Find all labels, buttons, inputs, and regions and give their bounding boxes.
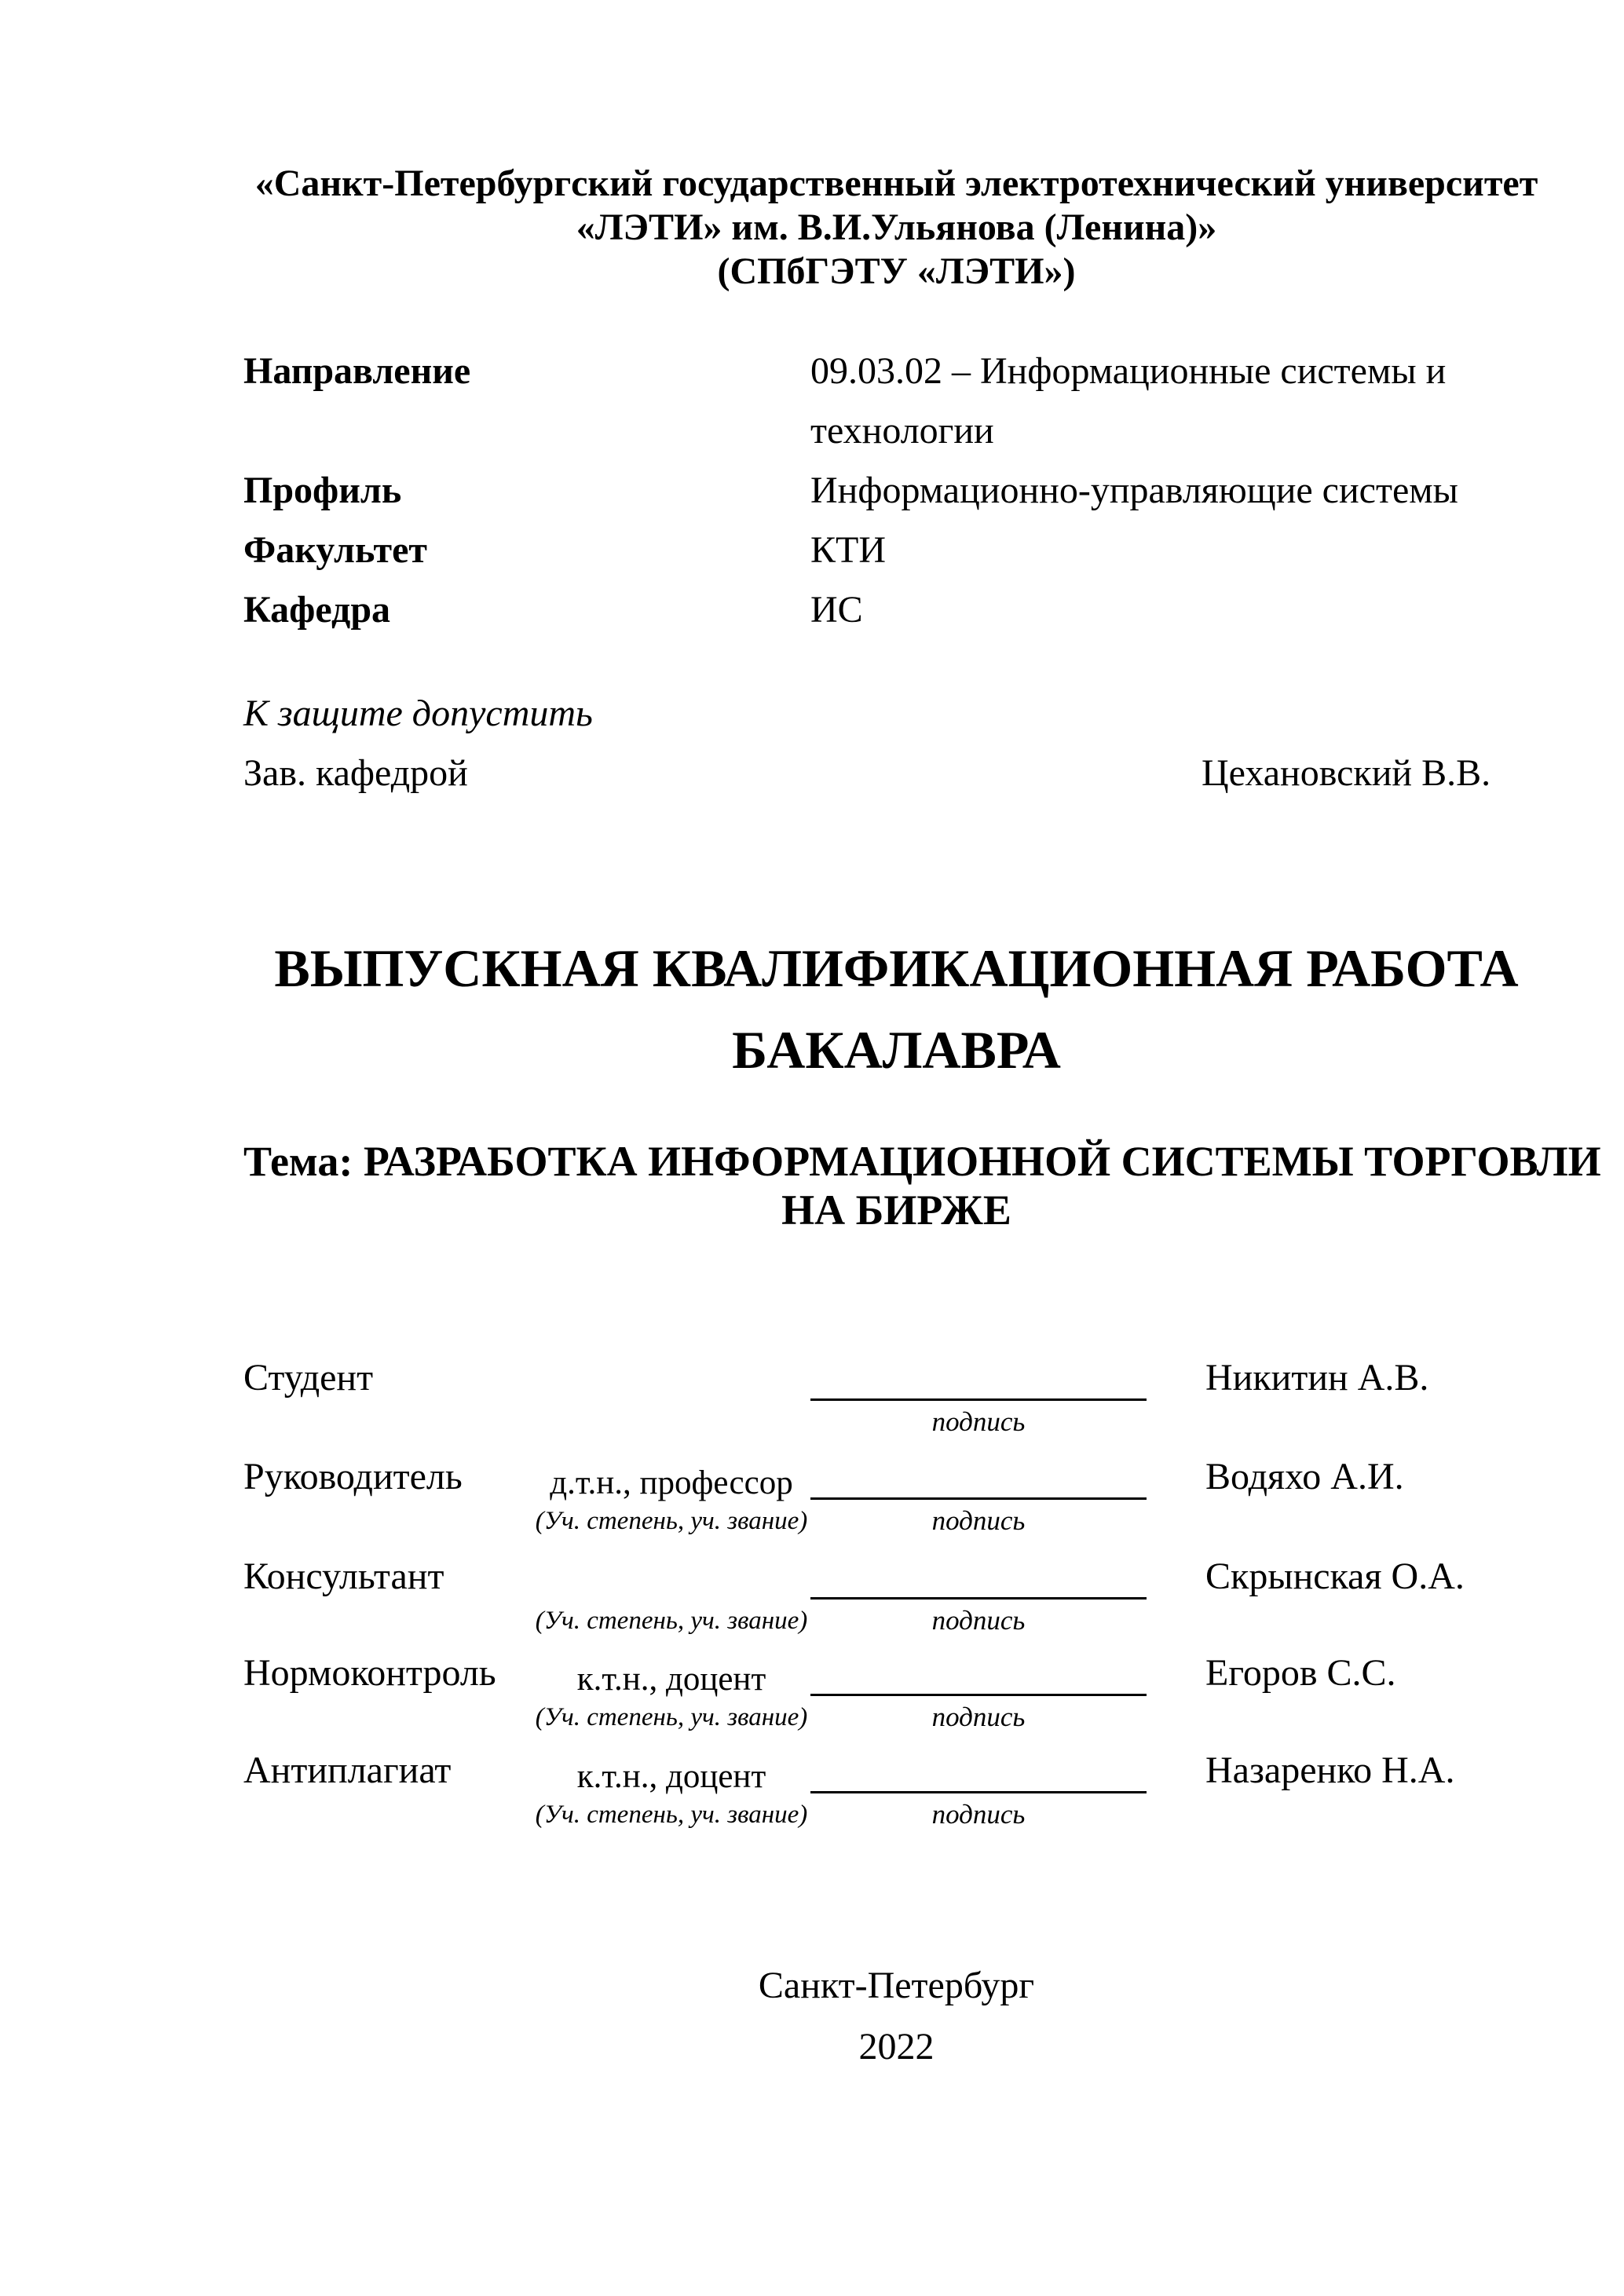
- signature-role-student: Студент: [243, 1357, 374, 1398]
- footer-block: [243, 1955, 1549, 2078]
- signature-caption: подпись: [931, 1605, 1026, 1636]
- signature-role-antiplagiarism: Антиплагиат: [243, 1749, 452, 1791]
- thesis-title-line2: БАКАЛАВРА: [732, 1020, 1061, 1080]
- program-info-block: [243, 342, 1549, 640]
- signature-line: [810, 1356, 1147, 1401]
- degree-caption: (Уч. степень, уч. звание): [535, 1703, 808, 1731]
- admission-signatory-row: [243, 744, 1549, 803]
- thesis-title: [243, 927, 1549, 1091]
- thesis-title-line1: ВЫПУСКНАЯ КВАЛИФИКАЦИОННАЯ РАБОТА: [274, 938, 1519, 998]
- info-row-profile: [243, 461, 1549, 521]
- signature-name-normcontrol: Егоров С.С.: [1205, 1652, 1396, 1694]
- info-label-faculty: Факультет: [243, 529, 427, 571]
- signature-line: [810, 1455, 1147, 1500]
- signature-name-consultant: Скрынская О.А.: [1205, 1556, 1465, 1597]
- signature-degree-supervisor: д.т.н., профессор: [550, 1464, 793, 1501]
- info-value-profile: Информационно-управляющие системы: [810, 470, 1458, 511]
- signature-role-normcontrol: Нормоконтроль: [243, 1652, 496, 1694]
- signature-degree-antiplagiarism: к.т.н., доцент: [576, 1758, 766, 1795]
- signature-degree-normcontrol: к.т.н., доцент: [576, 1661, 766, 1698]
- degree-caption: (Уч. степень, уч. звание): [535, 1801, 808, 1829]
- signature-name-antiplagiarism: Назаренко Н.А.: [1205, 1749, 1455, 1791]
- admission-statement: К защите допустить: [243, 693, 593, 734]
- signature-name-student: Никитин А.В.: [1205, 1357, 1429, 1398]
- signature-line: [810, 1555, 1147, 1600]
- university-header: [243, 162, 1549, 294]
- university-name-line1: «Санкт-Петербургский государственный электротехнический университет: [254, 163, 1538, 204]
- info-row-department: [243, 580, 1549, 640]
- info-label-department: Кафедра: [243, 589, 391, 631]
- footer-year: 2022: [858, 2026, 935, 2067]
- signature-role-consultant: Консультант: [243, 1556, 444, 1597]
- signature-line: [810, 1749, 1147, 1793]
- info-value-direction: 09.03.02 – Информационные системы и технологии: [810, 350, 1447, 452]
- info-value-faculty: КТИ: [810, 529, 886, 571]
- signature-role-supervisor: Руководитель: [243, 1456, 463, 1497]
- thesis-theme-line1: Тема: РАЗРАБОТКА ИНФОРМАЦИОННОЙ СИСТЕМЫ ТОРГОВЛИ: [243, 1138, 1601, 1185]
- admission-block: [243, 684, 1549, 803]
- thesis-theme: [243, 1137, 1601, 1234]
- university-name-line2: «ЛЭТИ» им. В.И.Ульянова (Ленина)»: [576, 207, 1217, 248]
- info-label-direction: Направление: [243, 350, 471, 392]
- thesis-theme-line2: НА БИРЖЕ: [781, 1186, 1011, 1234]
- signature-row-consultant: [243, 1555, 1549, 1652]
- signature-row-antiplagiarism: [243, 1749, 1549, 1846]
- info-value-department: ИС: [810, 589, 863, 631]
- signature-caption: подпись: [931, 1505, 1026, 1536]
- signature-caption: подпись: [931, 1702, 1026, 1732]
- signature-name-supervisor: Водяхо А.И.: [1205, 1456, 1404, 1497]
- admission-role: Зав. кафедрой: [243, 752, 468, 794]
- degree-caption: (Уч. степень, уч. звание): [535, 1607, 808, 1635]
- signature-caption: подпись: [931, 1406, 1026, 1437]
- info-row-faculty: [243, 521, 1549, 580]
- signature-line: [810, 1651, 1147, 1696]
- signature-row-supervisor: [243, 1455, 1549, 1552]
- signature-caption: подпись: [931, 1799, 1026, 1830]
- university-abbreviation: (СПбГЭТУ «ЛЭТИ»): [717, 250, 1076, 292]
- degree-caption: (Уч. степень, уч. звание): [535, 1507, 808, 1535]
- info-label-profile: Профиль: [243, 470, 402, 511]
- signature-row-student: [243, 1356, 1549, 1453]
- info-row-direction: [243, 342, 1549, 461]
- signature-row-normcontrol: [243, 1651, 1549, 1749]
- footer-city: Санкт-Петербург: [758, 1965, 1035, 2006]
- admission-name: Цехановский В.В.: [1202, 752, 1491, 794]
- page-content: [243, 0, 1601, 2296]
